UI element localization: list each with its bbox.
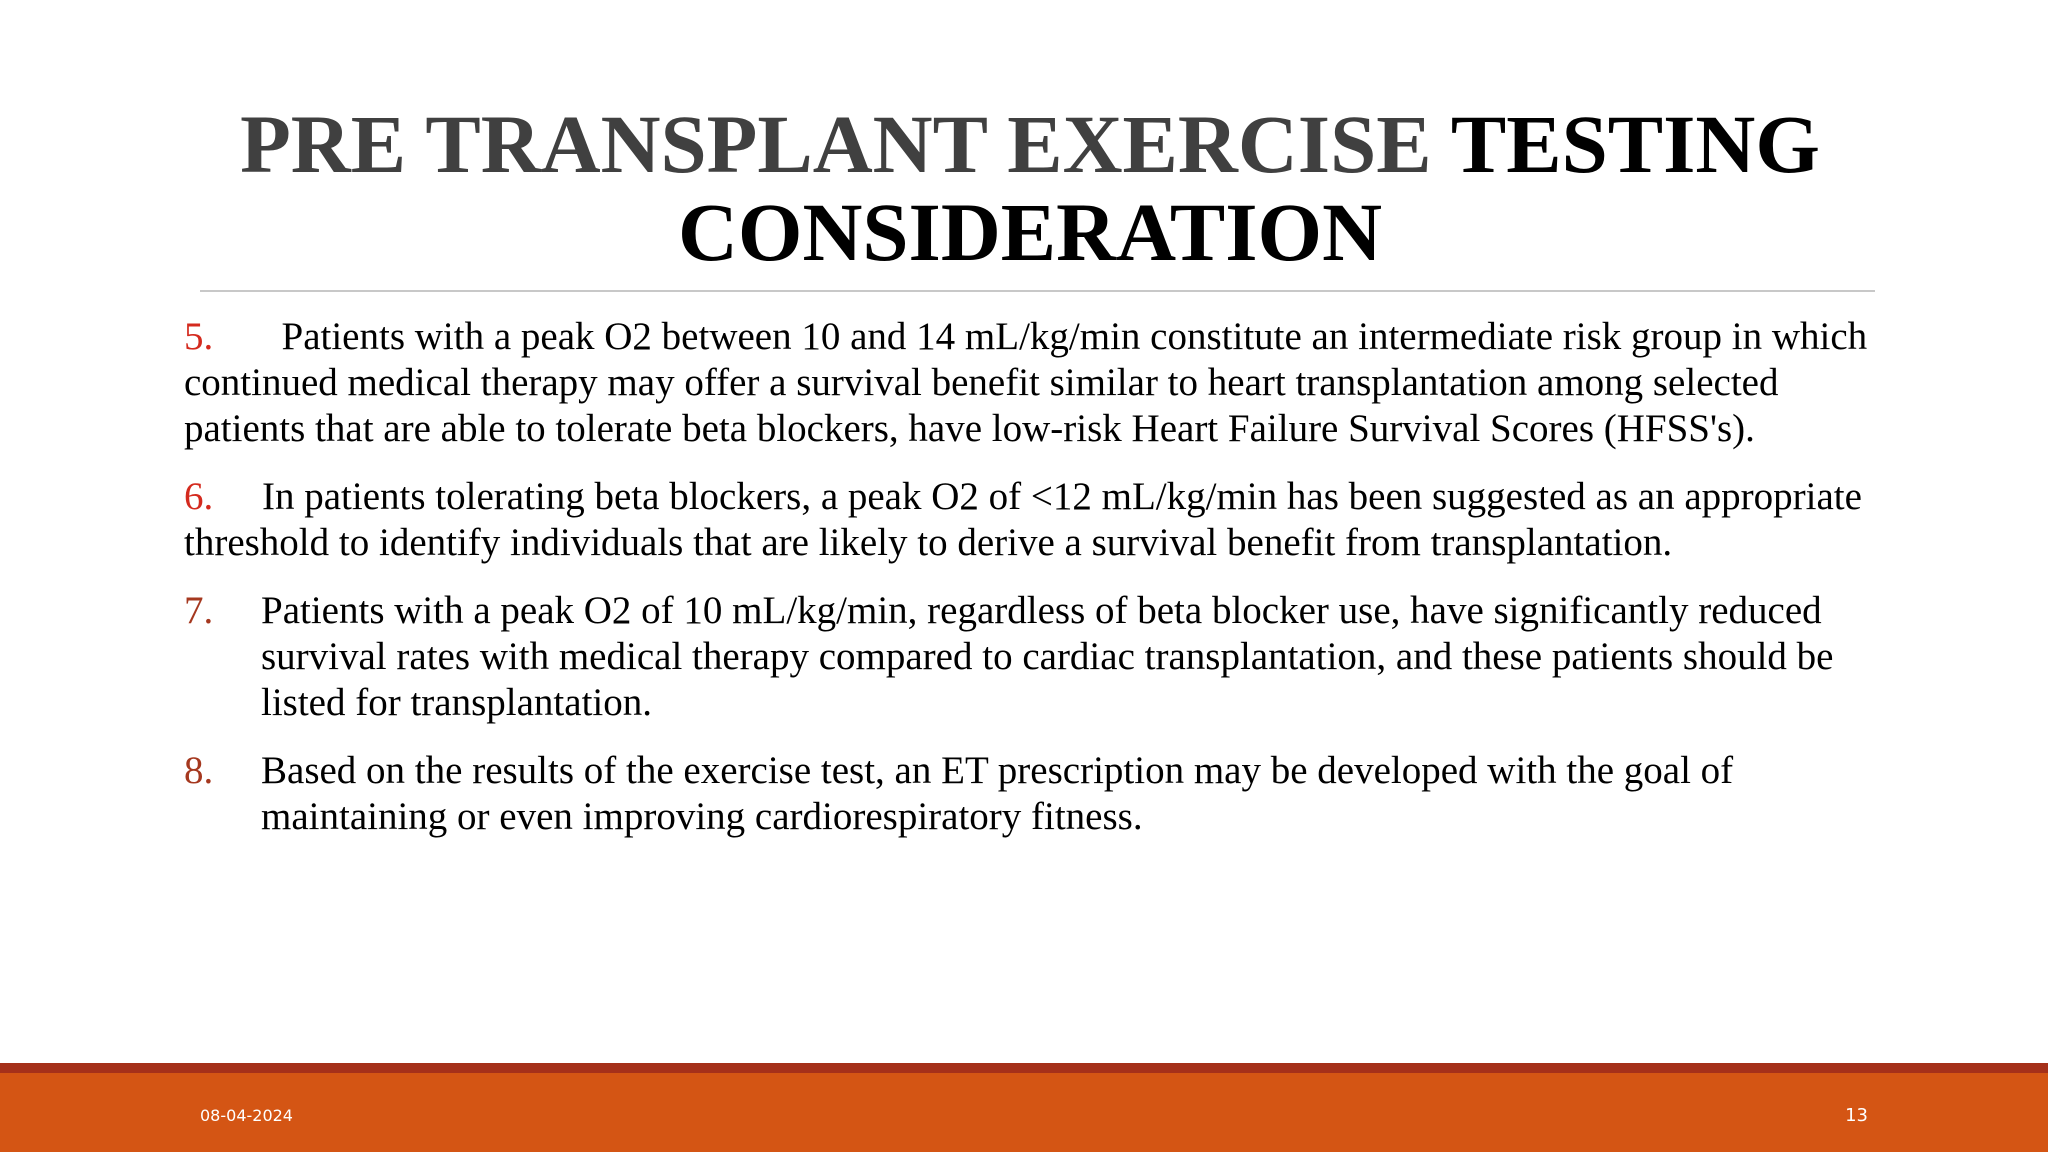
footer-bar	[0, 1073, 2048, 1152]
point-number: 7.	[184, 589, 214, 632]
slide-body	[184, 314, 1884, 862]
point-6	[184, 474, 1884, 566]
title-part-3: CONSIDERATION	[677, 186, 1383, 278]
point-text: Based on the results of the exercise test, an ET prescription may be developed with the goal of maintaining or even improving cardiorespiratory fitness.	[261, 749, 1734, 838]
point-text: Patients with a peak O2 of 10 mL/kg/min, regardless of beta blocker use, have significantly reduced survival rates with medical therapy compared to cardiac transplantation, and these patients should be listed for transplantation.	[261, 589, 1834, 724]
title-part-1: PRE TRANSPLANT EXERCISE	[240, 98, 1451, 190]
point-text: In patients tolerating beta blockers, a peak O2 of <12 mL/kg/min has been suggested as an appropriate threshold to identify individuals that are likely to derive a survival benefit from transplantation.	[184, 475, 1862, 564]
footer-accent-strip	[0, 1063, 2048, 1073]
page-number: 13	[1845, 1105, 1868, 1126]
footer-date: 08-04-2024	[200, 1106, 293, 1125]
title-divider	[200, 290, 1875, 292]
point-text: Patients with a peak O2 between 10 and 14 mL/kg/min constitute an intermediate risk group in which continued medical therapy may offer a survival benefit similar to heart transplantation among selected patients that are able to tolerate beta blockers, have low-risk Heart Failure Survival Scores (HFSS's).	[184, 315, 1868, 450]
point-number: 5.	[184, 315, 214, 358]
point-8	[184, 748, 1884, 840]
point-7	[184, 588, 1884, 726]
title-part-2: TESTING	[1450, 98, 1820, 190]
point-number: 8.	[184, 749, 214, 792]
point-number: 6.	[184, 475, 214, 518]
slide-title	[160, 100, 1900, 276]
point-5	[184, 314, 1884, 452]
